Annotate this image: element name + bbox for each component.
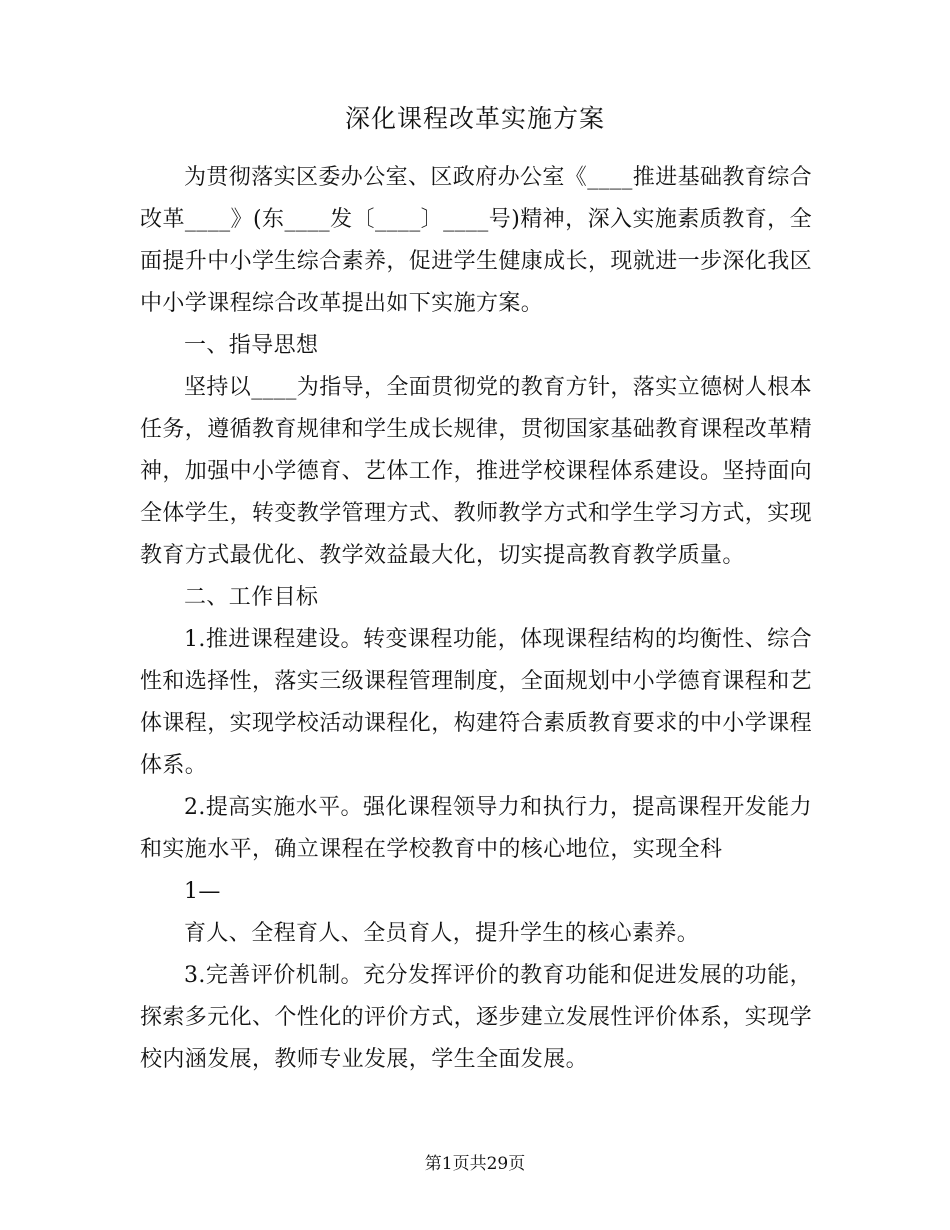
inline-page-marker: 1—	[184, 879, 221, 904]
guiding-ideology-paragraph: 坚持以____为指导，全面贯彻党的教育方针，落实立德树人根本任务，遵循教育规律和学生成长规律，贯彻国家基础教育课程改革精神，加强中小学德育、艺体工作，推进学校课程体系建设。坚持面向全体学生，转变教学管理方式、教师教学方式和学生学习方式，实现教育方式最优化、教学效益最大化，切实提高教育教学质量。	[140, 375, 813, 568]
section-heading-work-goals: 二、工作目标	[184, 585, 319, 610]
goal-item-2: 2.提高实施水平。强化课程领导力和执行力，提高课程开发能力和实施水平，确立课程在学校教育中的核心地位，实现全科	[140, 795, 812, 862]
goal-item-2-continuation: 育人、全程育人、全员育人，提升学生的核心素养。	[184, 921, 700, 946]
page-footer: 第1页共29页	[424, 1154, 526, 1174]
intro-paragraph: 为贯彻落实区委办公室、区政府办公室《____推进基础教育综合改革____》(东____发〔____〕____号)精神，深入实施素质教育，全面提升中小学生综合素养，促进学生健康成长，现就进一步深化我区中小学课程综合改革提出如下实施方案。	[140, 165, 813, 316]
section-heading-guiding-ideology: 一、指导思想	[184, 333, 319, 358]
goal-item-3: 3.完善评价机制。充分发挥评价的教育功能和促进发展的功能，探索多元化、个性化的评价方式，逐步建立发展性评价体系，实现学校内涵发展，教师专业发展，学生全面发展。	[140, 963, 813, 1072]
goal-item-1: 1.推进课程建设。转变课程功能，体现课程结构的均衡性、综合性和选择性，落实三级课程管理制度，全面规划中小学德育课程和艺体课程，实现学校活动课程化，构建符合素质教育要求的中小学课程体系。	[140, 627, 813, 778]
document-title: 深化课程改革实施方案	[344, 104, 605, 133]
document-body	[140, 157, 812, 1081]
